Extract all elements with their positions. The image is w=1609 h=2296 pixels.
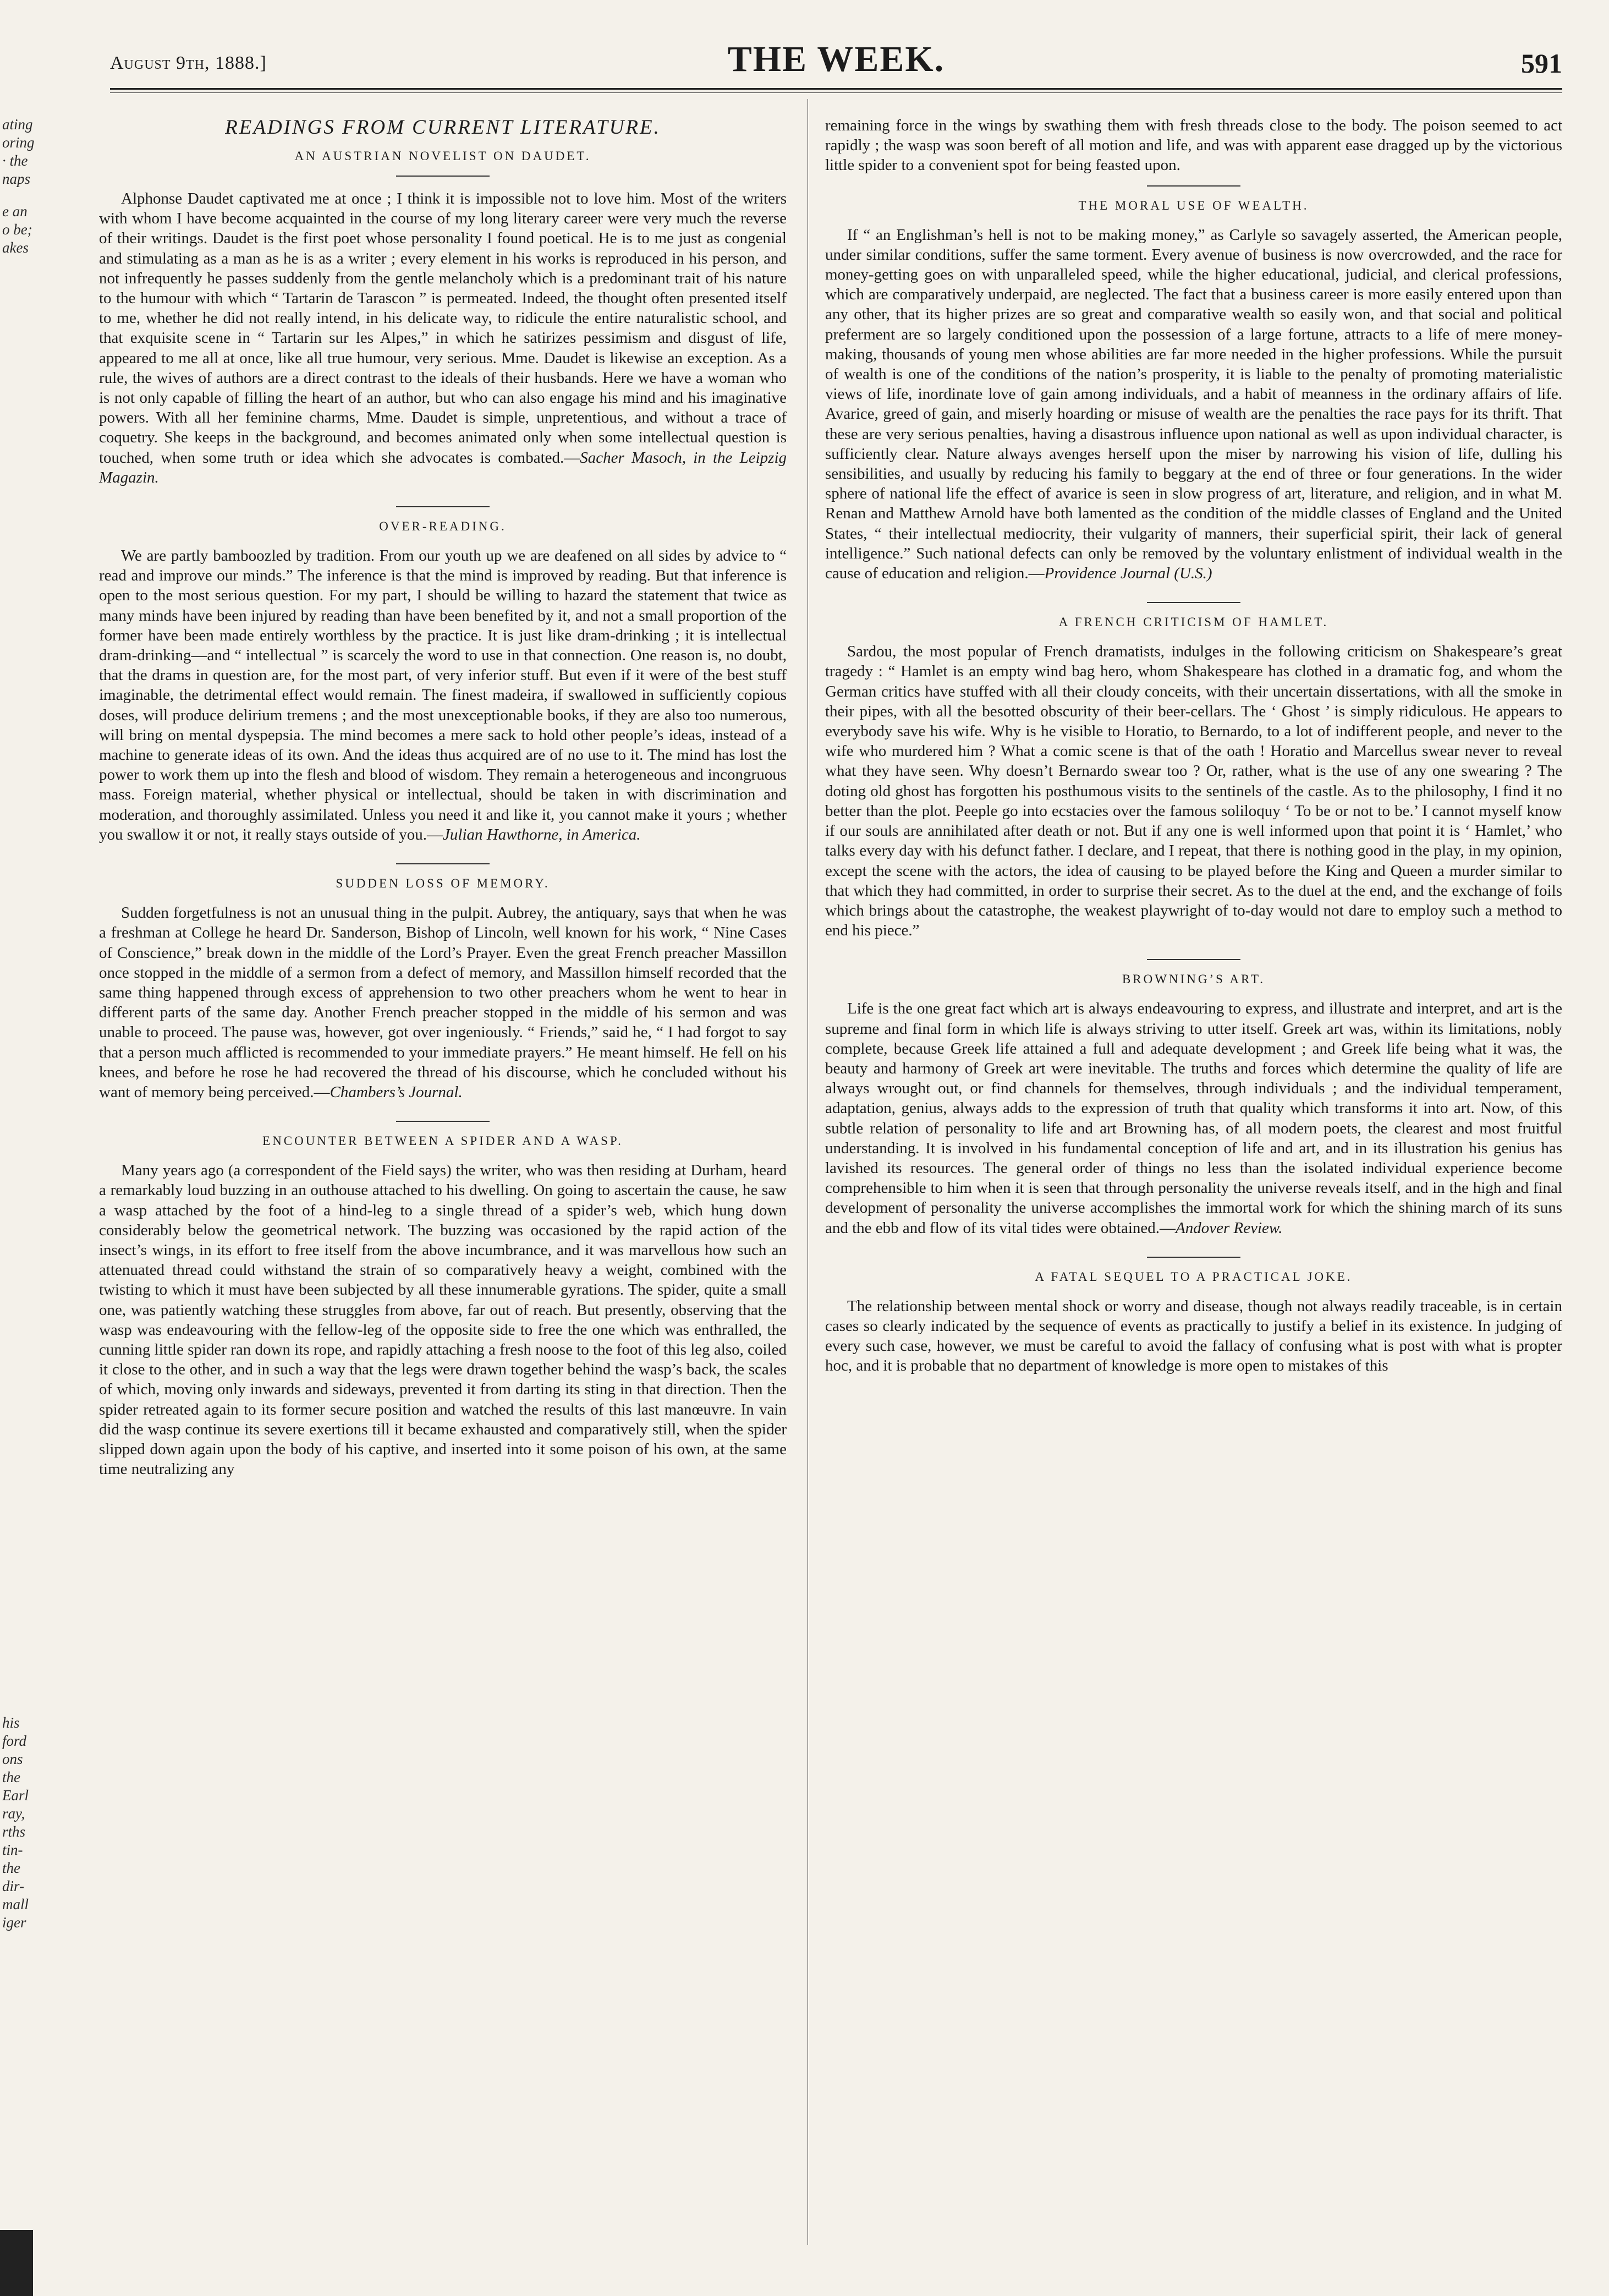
page-number: 591	[1521, 48, 1562, 79]
page-header	[110, 39, 1562, 94]
article-hamlet	[825, 615, 1562, 940]
article-title: A FATAL SEQUEL TO A PRACTICAL JOKE.	[1035, 1269, 1353, 1284]
article-title: BROWNING’S ART.	[1122, 972, 1266, 987]
issue-date: August 9th, 1888.]	[110, 53, 267, 73]
article-body: Life is the one great fact which art is always endeavouring to express, and illustrate and interpret, and art is the supreme and final form in which life is always striving to utter itself. Greek art was, within its limitations, nobly complete, because Greek life attained a full and adequate development ; and Greek life being what it was, the beauty and harmony of Greek art were inevitable. The truths and forces which determine the quality of life are always wrought out, or find channels for themselves, through individuals ; and the individual temperament, adaptation, genius, always adds to the expression of truth that quality which transforms it into art. Now, of this subtle relation of personality to life and art Browning has, of all modern poets, the clearest and most fruitful understanding. It is involved in his fundamental conception of life and art, and in its illustration his genius has lavished its resources. The general order of things no less than the isolated individual experience become comprehensible to him when it is seen that through personality the universe reveals itself, and in the high and final development of personality the universe accomplishes the immortal work for which the shining march of its suns and the ebb and flow of its vital tides were obtained.—Andover Review.	[825, 1000, 1562, 1237]
article-body: The relationship between mental shock or worry and disease, though not always readily traceable, is in certain cases so clearly indicated by the sequence of events as practically to justify a belief in its existence. In judging of every such case, however, we must be careful to avoid the fallacy of confusing what is post with what is propter hoc, and it is probable that no department of knowledge is more open to mistakes of this	[825, 1297, 1562, 1375]
section-title: READINGS FROM CURRENT LITERATURE.	[225, 116, 661, 139]
title-rule	[396, 176, 490, 177]
edge-fragment: ating	[2, 116, 33, 133]
article-separator	[1147, 602, 1240, 603]
article-body: Alphonse Daudet captivated me at once ; I think it is impossible not to love him. Most of the writers with whom I have become acquainted in the course of my long literary career were very much the reverse of their writings. Daudet is the first poet whose personality I found poetical. He is to me just as congenial and stimulating as a man as he is as a writer ; every element in his works is reproduced in his person, and not infrequently he passes suddenly from the gentle melancholy which is a predominant trait of his nature to the humour with which “ Tartarin de Tarascon ” is permeated. Indeed, the thought often presented itself to me, whether he did not really intend, in his delicate way, to ridicule the entire naturalistic school, and that exquisite scene in “ Tartarin sur les Alpes,” in which he satirizes pessimism and disgust of life, appeared to me all at once, like all true humour, very serious. Mme. Daudet is likewise an exception. As a rule, the wives of authors are a direct contrast to the ideals of their husbands. Here we have a woman who is not only capable of filling the heart of an author, but who can also engage his mind and his imaginative powers. With all her feminine charms, Mme. Daudet is simple, unpretentious, and without a trace of coquetry. She keeps in the background, and becomes animated only when some intellectual question is touched, when some truth or idea which she advocates is combated.—Sacher Masoch, in the Leipzig Magazin.	[99, 190, 787, 486]
edge-fragment: tin-	[2, 1842, 23, 1858]
article-separator	[396, 1121, 490, 1122]
article-title: ENCOUNTER BETWEEN A SPIDER AND A WASP.	[262, 1134, 623, 1148]
article-source: Julian Hawthorne, in America.	[443, 825, 641, 843]
article-separator	[396, 863, 490, 864]
article-spider-wasp	[99, 1134, 787, 1479]
article-body: Sardou, the most popular of French dramatists, indulges in the following criticism on Shakespeare’s great tragedy : “ Hamlet is an empty wind bag hero, whom Shakespeare has clothed in a dramatic fog, and whom the German critics have stuffed with all their cloudy conceits, with their uncertain dissertations, with all the smoke in their pipes, with all the besotted obscurity of their beer-cellars. The ‘ Ghost ’ is simply ridiculous. He appears to everybody save his wife. Why is he visible to Horatio, to Bernardo, to a lot of indifferent people, and never to the wife who murdered him ? What a comic scene is that of the oath ! Horatio and Marcellus swear never to reveal what they have seen. Why doesn’t Bernardo swear too ? Or, rather, what is the use of any one swearing ? The doting old ghost has forgotten his posthumous visits to the sentinels of the castle. As to the philosophy, I find it no better than the plot. Peeple go into ecstacies over the famous soliloquy ‘ To be or not to be.’ I cannot myself know if our souls are annihilated after death or not. But if any one is well informed upon that point it is ‘ Hamlet,’ who talks every day with his defunct father. I declare, and I repeat, that there is nothing good in the play, in my opinion, except the scene with the actors, the idea of causing to be played before the King and Queen a murder similar to that which they had committed, in order to surprise their secret. As to the duel at the end, and the exchange of foils which brings about the catastrophe, the weakest playwright of to-day would not dare to employ such a method to end his piece.”	[825, 643, 1562, 940]
article-practical-joke	[825, 1270, 1562, 1376]
left-column	[99, 105, 787, 1498]
article-source: Sacher Masoch, in the Leipzig Magazin.	[99, 448, 787, 486]
edge-fragment: o be;	[2, 221, 32, 238]
edge-fragment: ford	[2, 1733, 27, 1749]
article-source: Providence Journal (U.S.)	[1044, 565, 1212, 583]
article-body: If “ an Englishman’s hell is not to be making money,” as Carlyle so savagely asserted, the American people, under similar conditions, suffer the same torment. Every avenue of business is now overcrowded, and the race for money-getting goes on with unparalleled speed, while the higher educational, judicial, and clerical professions, which are comparatively underpaid, are neglected. The fact that a business career is more easily entered upon than any other, that its higher prizes are so great and comparative wealth so easily won, and that social and political preferment are so largely conditioned upon the possession of a large fortune, attracts to a life of mere money-making, thousands of young men whose abilities are far more needed in the higher professions. While the pursuit of wealth is one of the conditions of the nation’s prosperity, it is liable to the penalty of promoting materialistic views of life, inordinate love of gain among individuals, and a habit of meanness in the ordinary affairs of life. Avarice, greed of gain, and miserly hoarding or misuse of wealth are the penalties the race pays for its thrift. That these are very serious penalties, having a disastrous influence upon national as well as upon individual character, is sufficiently clear. Nature always avenges herself upon the miser by narrowing his vision of life, dulling his sensibilities, and usually by reducing his family to beggary at the end of three or four generations. In the wider sphere of national life the effect of avarice is seen in slow progress of art, literature, and religion, and in what M. Renan and Matthew Arnold have both lamented as the condition of the middle classes of England and the United States, “ their intellectual mediocrity, their vulgarity of manners, their superficial spirit, their lack of general intelligence.” Such national defects can only be removed by the voluntary enlistment of individual wealth in the cause of education and religion.—Providence Journal (U.S.)	[825, 226, 1562, 583]
adjacent-page-edge	[0, 0, 65, 2296]
article-daudet	[99, 149, 787, 487]
edge-fragment: akes	[2, 239, 29, 256]
edge-fragment: · the	[2, 152, 28, 169]
edge-fragment: Earl	[2, 1787, 29, 1804]
masthead-title: THE WEEK.	[727, 39, 945, 79]
binding-shadow	[0, 2230, 33, 2296]
article-separator	[396, 506, 490, 507]
edge-fragment: rths	[2, 1823, 26, 1840]
article-body: We are partly bamboozled by tradition. From our youth up we are deafened on all sides by advice to “ read and improve our minds.” The inference is that the mind is improved by reading. But that inference is open to the most serious question. For my part, I should be willing to hazard the statement that twice as many minds have been injured by reading than have been benefited by it, and not a small proportion of the former have been made entirely worthless by the practice. It is just like dram-drinking ; it is intellectual dram-drinking—and “ intellectual ” is scarcely the word to use in that connection. One reason is, no doubt, that the drams in question are, for the most part, of very inferior stuff. But even if it were of the best stuff imaginable, the detrimental effect would remain. The finest madeira, if swallowed in sufficiently copious doses, will produce delirium tremens ; and the most unexceptionable books, if they are also too numerous, will bring on mental dyspepsia. The mind becomes a mere sack to hold other people’s ideas, instead of a machine to generate ideas of its own. And the ideas thus acquired are of no use to it. The mind has lost the power to work them up into the flesh and blood of wisdom. They remain a heterogeneous and incongruous mass. Foreign material, whether physical or intellectual, should be taken in with discrimination and moderation, and thoroughly assimilated. Unless you need it and like it, you cannot make it yours ; whether you swallow it or not, it really stays outside of you.—Julian Hawthorne, in America.	[99, 547, 787, 843]
edge-fragment: e an	[2, 203, 28, 220]
article-title: A FRENCH CRITICISM OF HAMLET.	[1058, 615, 1329, 629]
article-memory	[99, 876, 787, 1102]
article-title: THE MORAL USE OF WEALTH.	[1078, 198, 1309, 212]
article-title: OVER-READING.	[379, 519, 507, 534]
edge-fragment: the	[2, 1860, 20, 1876]
edge-fragment: oring	[2, 134, 35, 151]
article-body: Sudden forgetfulness is not an unusual thing in the pulpit. Aubrey, the antiquary, says that when he was a freshman at College he heard Dr. Sanderson, Bishop of Lincoln, well known for his work, “ Nine Cases of Conscience,” break down in the middle of the Lord’s Prayer. Even the great French preacher Massillon once stopped in the middle of a sermon from a defect of memory, and Massillon himself recorded that the same thing happened through excess of apprehension to two other preachers whom he went to hear in different parts of the same day. Another French preacher stopped in the middle of his sermon and was unable to proceed. The pause was, however, got over ingeniously. “ Friends,” said he, “ I had forgot to say that a person much afflicted is recommended to your immediate prayers.” He meant himself. He fell on his knees, and before he rose he had recovered the thread of his discourse, which he concluded without his want of memory being perceived.—Chambers’s Journal.	[99, 904, 787, 1101]
edge-fragment: ons	[2, 1751, 23, 1767]
article-browning	[825, 972, 1562, 1237]
article-title: SUDDEN LOSS OF MEMORY.	[336, 876, 550, 891]
article-separator	[1147, 959, 1240, 960]
article-over-reading	[99, 519, 787, 845]
article-source: Andover Review.	[1176, 1219, 1283, 1237]
right-column	[825, 105, 1562, 1395]
article-source: Chambers’s Journal.	[330, 1083, 463, 1101]
edge-fragment: his	[2, 1714, 20, 1731]
edge-fragment: naps	[2, 171, 31, 187]
article-body: Many years ago (a correspondent of the Field says) the writer, who was then residing at Durham, heard a remarkably loud buzzing in an outhouse attached to his dwelling. On going to ascertain the cause, he saw a wasp attached by the foot of a hind-leg to a single thread of a spider’s web, which hung down considerably below the geometrical network. The buzzing was occasioned by the rapid action of the insect’s wings, in its effort to free itself from the above incumbrance, and it was marvellous how such an attenuated thread could withstand the strain of so comparatively heavy a weight, combined with the twisting to which it must have been subjected by all these innumerable gyrations. The spider, quite a small one, was patiently watching these struggles from above, far out of reach. But presently, observing that the wasp was endeavouring with the fellow-leg of the opposite side to free the one which was enthralled, the cunning little spider ran down its rope, and rapidly attaching a fresh noose to the foot of this leg also, coiled it close to the other, and in such a way that the legs were drawn together behind the wasp’s back, the scales of which, moving only inwards and sideways, prevented it from darting its sting in that direction. Then the spider retreated again to its former secure position and watched the results of this last manœuvre. In vain did the wasp continue its severe exertions till it became exhausted and comparatively still, when the spider slipped down again upon the body of his captive, and inserted into it some poison of his own, at the same time neutralizing any	[99, 1161, 787, 1478]
article-title: AN AUSTRIAN NOVELIST ON DAUDET.	[294, 149, 591, 163]
article-continuation: remaining force in the wings by swathing them with fresh threads close to the body. The poison seemed to act rapidly ; the wasp was soon bereft of all motion and life, and was with apparent ease dragged up by the victorious little spider to a convenient spot for being feasted upon.	[825, 117, 1562, 174]
header-rule	[110, 88, 1562, 90]
edge-fragment: dir-	[2, 1878, 24, 1894]
article-separator	[1147, 1257, 1240, 1258]
edge-fragment: mall	[2, 1896, 29, 1913]
edge-fragment: iger	[2, 1914, 26, 1931]
edge-fragment: ray,	[2, 1805, 25, 1822]
article-separator	[1147, 185, 1240, 187]
header-rule-thin	[110, 92, 1562, 93]
edge-fragment: the	[2, 1769, 20, 1785]
article-wealth	[825, 199, 1562, 584]
